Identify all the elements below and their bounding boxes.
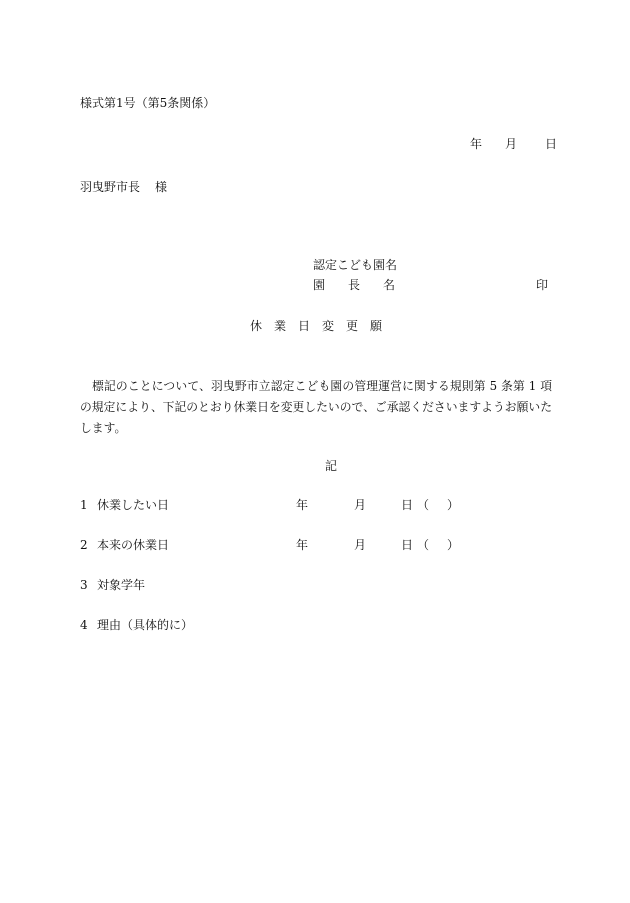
principal-label-1: 園: [313, 278, 326, 292]
addressee-name: 羽曳野市長: [80, 180, 141, 194]
principal-name-line: [313, 279, 533, 291]
field-day: 日: [401, 498, 414, 512]
list-item: [80, 619, 193, 631]
submission-date: [470, 138, 557, 150]
field-year: 年: [296, 538, 309, 552]
item-number: 4: [80, 618, 88, 632]
field-paren-open: （: [417, 498, 430, 512]
item-label: 対象学年: [97, 578, 146, 592]
form-number: 様式第1号（第5条関係）: [80, 96, 216, 110]
list-item: [80, 499, 169, 511]
item-label: 本来の休業日: [97, 538, 170, 552]
field-year: 年: [296, 498, 309, 512]
list-item: [80, 539, 169, 551]
principal-label-2: 長: [348, 278, 361, 292]
date-month-label: 月: [505, 137, 518, 151]
item-label: 理由（具体的に）: [97, 618, 194, 632]
field-paren-close: ）: [447, 498, 460, 512]
date-year-label: 年: [470, 137, 483, 151]
list-item: [80, 579, 145, 591]
ki-heading: 記: [325, 459, 338, 473]
field-paren-open: （: [417, 538, 430, 552]
principal-label-3: 名: [383, 278, 396, 292]
facility-name-label: 認定こども園名: [313, 258, 398, 272]
field-day: 日: [401, 538, 414, 552]
field-month: 月: [354, 538, 367, 552]
addressee: [80, 181, 167, 193]
item-label: 休業したい日: [97, 498, 170, 512]
date-day-label: 日: [545, 137, 558, 151]
item-number: 2: [80, 538, 88, 552]
item-number: 3: [80, 578, 88, 592]
original-date-fields: [296, 539, 459, 551]
field-paren-close: ）: [447, 538, 460, 552]
field-month: 月: [354, 498, 367, 512]
closure-date-fields: [296, 499, 459, 511]
document-title: 休業日変更願: [250, 319, 395, 333]
addressee-honorific: 様: [155, 180, 168, 194]
body-paragraph: 標記のことについて、羽曳野市立認定こども園の管理運営に関する規則第 5 条第 1 項の規定により、下記のとおり休業日を変更したいので、ご承認くださいますようお願いたします。: [80, 379, 552, 435]
seal-mark: 印: [536, 278, 549, 292]
item-number: 1: [80, 498, 88, 512]
